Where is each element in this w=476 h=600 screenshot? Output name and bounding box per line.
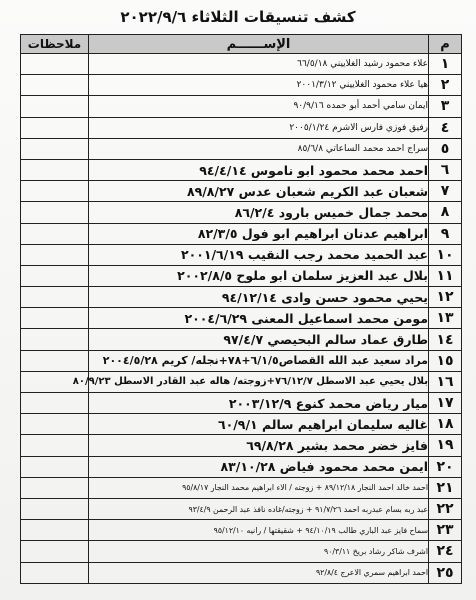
table-row — [21, 477, 462, 498]
row-name: مراد سعيد عبد الله القصاص٦/١/٥+٧٨+نجله/ كريم ٢٠٠٤/٥/٢٨ — [89, 350, 429, 371]
table-row — [21, 117, 462, 138]
row-notes — [21, 308, 89, 329]
row-notes — [21, 138, 89, 159]
table-row — [21, 244, 462, 265]
row-name: سراج احمد محمد الساعاتي ٨٥/٦/٨ — [89, 138, 429, 159]
row-number: ٤ — [429, 117, 462, 138]
table-row — [21, 202, 462, 223]
row-name: احمد خالد احمد النجار ٨٩/١٢/١٨ + زوجته / الاء ابراهيم محمد النجار ٩٥/٨/١٧ — [89, 477, 429, 498]
table-row — [21, 96, 462, 117]
row-number: ٥ — [429, 138, 462, 159]
row-name: محمد جمال خميس بارود ٨٦/٢/٤ — [89, 202, 429, 223]
row-name: اشرف شاكر رشاد بريخ ٩٠/٣/١١ — [89, 541, 429, 562]
table-row — [21, 541, 462, 562]
row-notes — [21, 520, 89, 541]
page-title: كشف تنسيقات الثلاثاء ٢٠٢٢/٩/٦ — [120, 8, 356, 26]
table-row — [21, 498, 462, 519]
table-row — [21, 287, 462, 308]
row-name: يحيي محمود حسن وادى ٩٤/١٢/١٤ — [89, 287, 429, 308]
row-number: ١٤ — [429, 329, 462, 350]
table-row — [21, 265, 462, 286]
table-row — [21, 75, 462, 96]
row-number: ٩ — [429, 223, 462, 244]
table-row — [21, 181, 462, 202]
row-notes — [21, 117, 89, 138]
row-number: ٧ — [429, 181, 462, 202]
row-name: هيا علاء محمود الغلاييني ٢٠٠١/٣/١٢ — [89, 75, 429, 96]
row-number: ٢ — [429, 75, 462, 96]
row-number: ٢٥ — [429, 562, 462, 583]
row-name: رفيق فوزي فارس الاشرم ٢٠٠٥/١/٢٤ — [89, 117, 429, 138]
row-number: ١٠ — [429, 244, 462, 265]
row-notes — [21, 477, 89, 498]
row-name: علاء محمود رشيد الغلاييني ٦٦/٥/١٨ — [89, 54, 429, 75]
table-row — [21, 562, 462, 583]
row-name: عبد ربه بسام عبدربه احمد ٩١/٧/٢٦ + زوجته/غاده نافذ عبد الرحمن ٩٣/٤/٩ — [89, 498, 429, 519]
row-notes — [21, 541, 89, 562]
row-name: غاليه سليمان ابراهيم سالم ٦٠/٩/١ — [89, 414, 429, 435]
header-name: الإســــــم — [89, 35, 429, 54]
row-notes — [21, 181, 89, 202]
table-row — [21, 371, 462, 392]
row-name: احمد ابراهيم سمري الاعرج ٩٢/٨/٤ — [89, 562, 429, 583]
table-row — [21, 54, 462, 75]
row-number: ٣ — [429, 96, 462, 117]
table-row — [21, 329, 462, 350]
row-notes — [21, 498, 89, 519]
row-name: ايمن محمد محمود فياض ٨٣/١٠/٢٨ — [89, 456, 429, 477]
table-row — [21, 414, 462, 435]
row-number: ١٥ — [429, 350, 462, 371]
header-notes: ملاحظات — [21, 35, 89, 54]
row-name: ميار رياض محمد كنوع ٢٠٠٣/١٢/٩ — [89, 393, 429, 414]
table-row — [21, 393, 462, 414]
row-notes — [21, 287, 89, 308]
row-number: ١٧ — [429, 393, 462, 414]
row-name: احمد محمد محمود ابو ناموس ٩٤/٤/١٤ — [89, 159, 429, 180]
row-name: عبد الحميد محمد رجب النقيب ٢٠٠١/٦/١٩ — [89, 244, 429, 265]
row-number: ١٩ — [429, 435, 462, 456]
table-row — [21, 159, 462, 180]
row-number: ١٢ — [429, 287, 462, 308]
row-notes — [21, 435, 89, 456]
row-name: ابراهيم عدنان ابراهيم ابو فول ٨٢/٣/٥ — [89, 223, 429, 244]
row-number: ١٨ — [429, 414, 462, 435]
table-header-row — [21, 35, 462, 54]
table-row — [21, 456, 462, 477]
row-notes — [21, 329, 89, 350]
row-number: ٢٢ — [429, 498, 462, 519]
table-row — [21, 308, 462, 329]
row-name: بلال يحيي عبد الاسطل ٧٦/١٢/٧+زوجته/ هاله عبد القادر الاسطل ٨٠/٩/٢٣ — [89, 371, 429, 392]
row-notes — [21, 350, 89, 371]
row-notes — [21, 159, 89, 180]
table-row — [21, 435, 462, 456]
row-name: فايز خضر محمد بشير ٦٩/٨/٢٨ — [89, 435, 429, 456]
row-number: ١٦ — [429, 371, 462, 392]
row-notes — [21, 414, 89, 435]
row-number: ٢٣ — [429, 520, 462, 541]
row-notes — [21, 393, 89, 414]
row-notes — [21, 202, 89, 223]
row-name: ايمان سامي أحمد أبو حمده ٩٠/٩/١٦ — [89, 96, 429, 117]
row-number: ٦ — [429, 159, 462, 180]
row-notes — [21, 54, 89, 75]
row-notes — [21, 96, 89, 117]
names-table — [20, 34, 462, 584]
table-row — [21, 223, 462, 244]
row-number: ٢١ — [429, 477, 462, 498]
table-row — [21, 350, 462, 371]
row-notes — [21, 75, 89, 96]
row-name: طارق عماد سالم البحيصي ٩٧/٤/٧ — [89, 329, 429, 350]
row-number: ١ — [429, 54, 462, 75]
row-number: ٨ — [429, 202, 462, 223]
row-name: سماح فايز عبد الباري طالب ٩٤/١٠/١٩ + شقيقتها / رانيه ٩٥/١٢/١٠ — [89, 520, 429, 541]
header-number: م — [429, 35, 462, 54]
row-notes — [21, 562, 89, 583]
row-name: بلال عبد العزيز سلمان ابو ملوح ٢٠٠٢/٨/٥ — [89, 265, 429, 286]
row-number: ٢٠ — [429, 456, 462, 477]
row-number: ١١ — [429, 265, 462, 286]
row-name: شعبان عبد الكريم شعبان عدس ٨٩/٨/٢٧ — [89, 181, 429, 202]
row-notes — [21, 244, 89, 265]
row-number: ٢٤ — [429, 541, 462, 562]
row-notes — [21, 265, 89, 286]
table-row — [21, 138, 462, 159]
row-name: مومن محمد اسماعيل المعنى ٢٠٠٤/٦/٢٩ — [89, 308, 429, 329]
row-notes — [21, 223, 89, 244]
table-row — [21, 520, 462, 541]
row-notes — [21, 456, 89, 477]
row-number: ١٣ — [429, 308, 462, 329]
